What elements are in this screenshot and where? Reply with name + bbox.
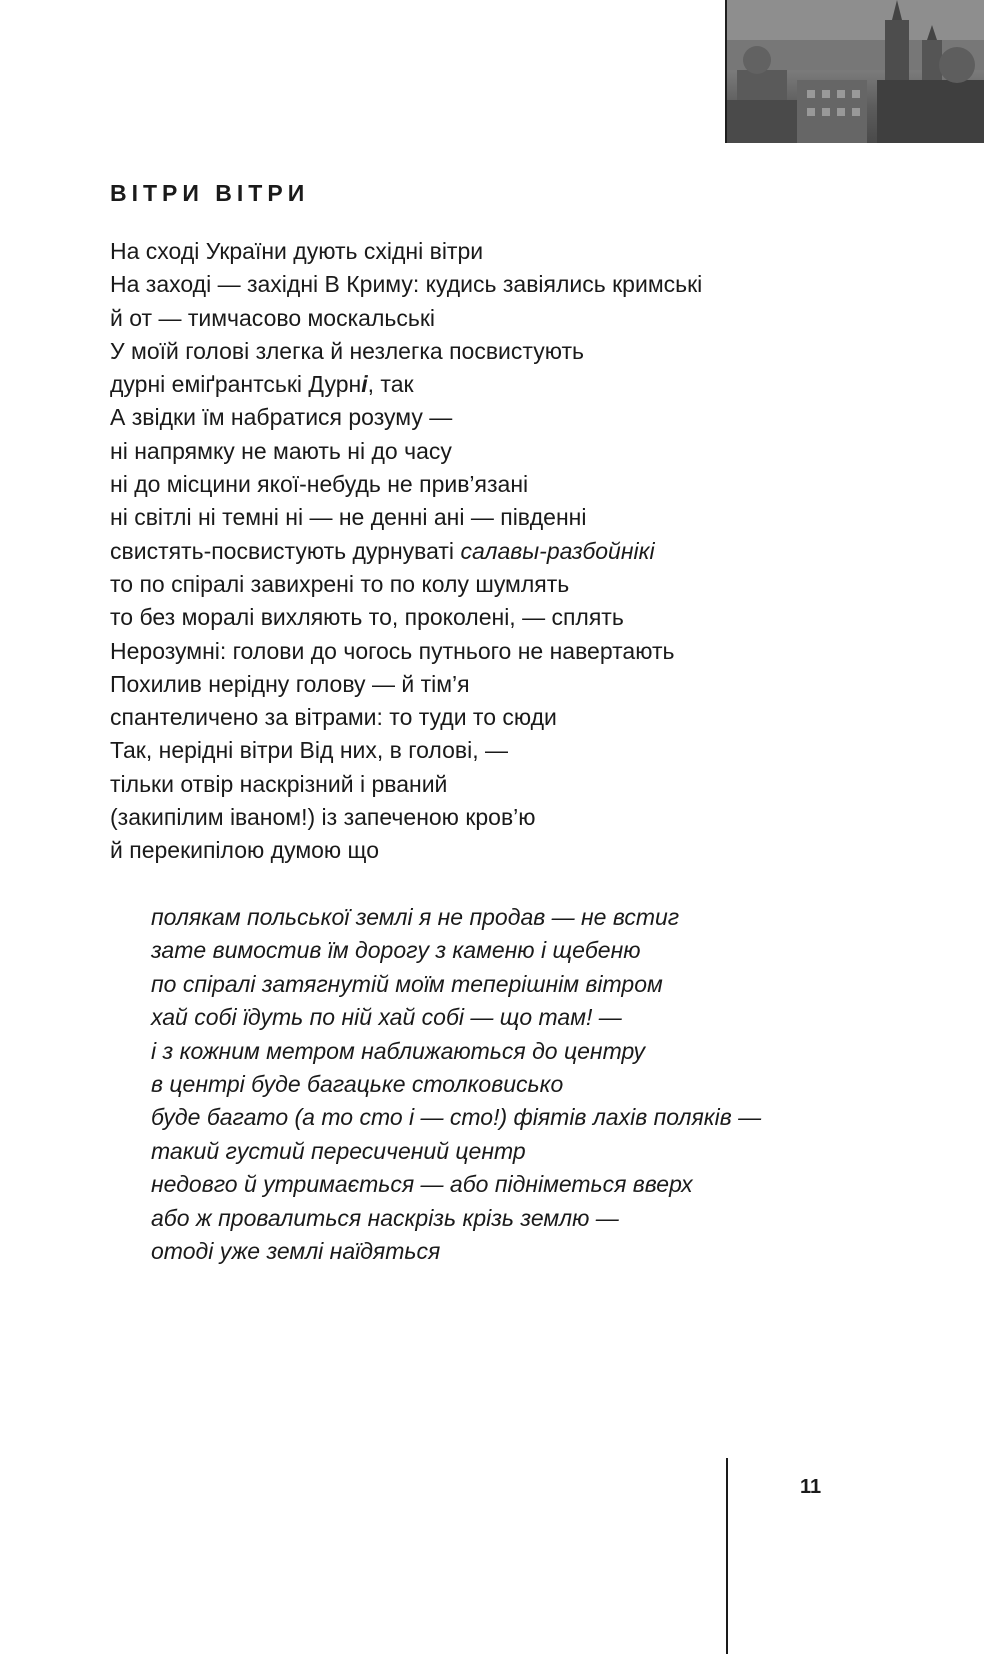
poem-title: ВІТРИ ВІТРИ bbox=[110, 180, 310, 206]
poem-line: або ж провалиться наскрізь крізь землю — bbox=[151, 1204, 619, 1231]
poem-line: й перекипілою думою що bbox=[110, 837, 380, 864]
poem-line: недовго й утримається — або підніметься вверх bbox=[151, 1171, 693, 1198]
poem-line: ні напрямку не мають ні до часу bbox=[110, 437, 452, 464]
poem-line: по спіралі затягнутій моїм теперішнім вітром bbox=[151, 970, 663, 997]
poem-line: в центрі буде багацьке столковисько bbox=[151, 1071, 564, 1098]
city-photo-icon bbox=[727, 0, 984, 143]
poem-line: У моїй голові злегка й незлегка посвистують bbox=[110, 337, 584, 364]
poem-line: спантеличено за вітрами: то туди то сюди bbox=[110, 704, 557, 731]
poem-line-text: свистять-посвистують дурнуваті bbox=[110, 537, 461, 564]
poem-line: хай собі їдуть по ній хай собі — що там! — bbox=[151, 1004, 622, 1031]
poem-line: На сході України дують східні вітри bbox=[110, 238, 484, 264]
poem-line: На заході — західні В Криму: кудись завіялись кримські bbox=[110, 271, 703, 298]
footer-divider bbox=[726, 1458, 728, 1654]
page-number: 11 bbox=[800, 1476, 822, 1498]
poem-line: й от — тимчасово москальські bbox=[110, 304, 436, 331]
poem-line: такий густий пересичений центр bbox=[151, 1137, 526, 1164]
poem-line: Похилив нерідну голову — й тім’я bbox=[110, 670, 470, 697]
city-photo bbox=[725, 0, 984, 143]
poem-line: (закипілим іваном!) із запеченою кров’ю bbox=[110, 804, 536, 831]
poem-line: полякам польської землі я не продав — не встиг bbox=[151, 904, 680, 930]
poem-stanza-1 bbox=[110, 235, 702, 868]
poem-line: Нерозумні: голови до чогось путнього не навертають bbox=[110, 637, 675, 664]
poem-line-text: дурні еміґрантські Дурн bbox=[110, 371, 362, 398]
poem-stanza-2 bbox=[151, 901, 761, 1268]
poem-line-tail: , так bbox=[367, 371, 414, 398]
poem-line: буде багато (а то сто і — сто!) фіятів лахів поляків — bbox=[151, 1104, 762, 1131]
poem-line: то по спіралі завихрені то по колу шумлять bbox=[110, 570, 570, 597]
poem-line: зате вимостив їм дорогу з каменю і щебеню bbox=[151, 937, 641, 964]
poem-line bbox=[110, 368, 702, 401]
poem-line bbox=[110, 535, 702, 568]
italic-phrase: салавы-разбойнікі bbox=[460, 537, 655, 564]
poem-line: то без моралі вихляють то, проколені, — сплять bbox=[110, 604, 624, 631]
emphasized-letter: і bbox=[361, 371, 368, 398]
poem-line: отоді уже землі наїдяться bbox=[151, 1238, 441, 1265]
poem-line: Так, нерідні вітри Від них, в голові, — bbox=[110, 737, 509, 764]
poem-line: тільки отвір наскрізний і рваний bbox=[110, 770, 448, 797]
poem-line: і з кожним метром наближаються до центру bbox=[151, 1037, 646, 1064]
poem-line: ні світлі ні темні ні — не денні ані — південні bbox=[110, 504, 587, 531]
poem-line: А звідки їм набратися розуму — bbox=[110, 404, 453, 431]
poem-line: ні до місцини якої-небудь не прив’язані bbox=[110, 471, 529, 498]
